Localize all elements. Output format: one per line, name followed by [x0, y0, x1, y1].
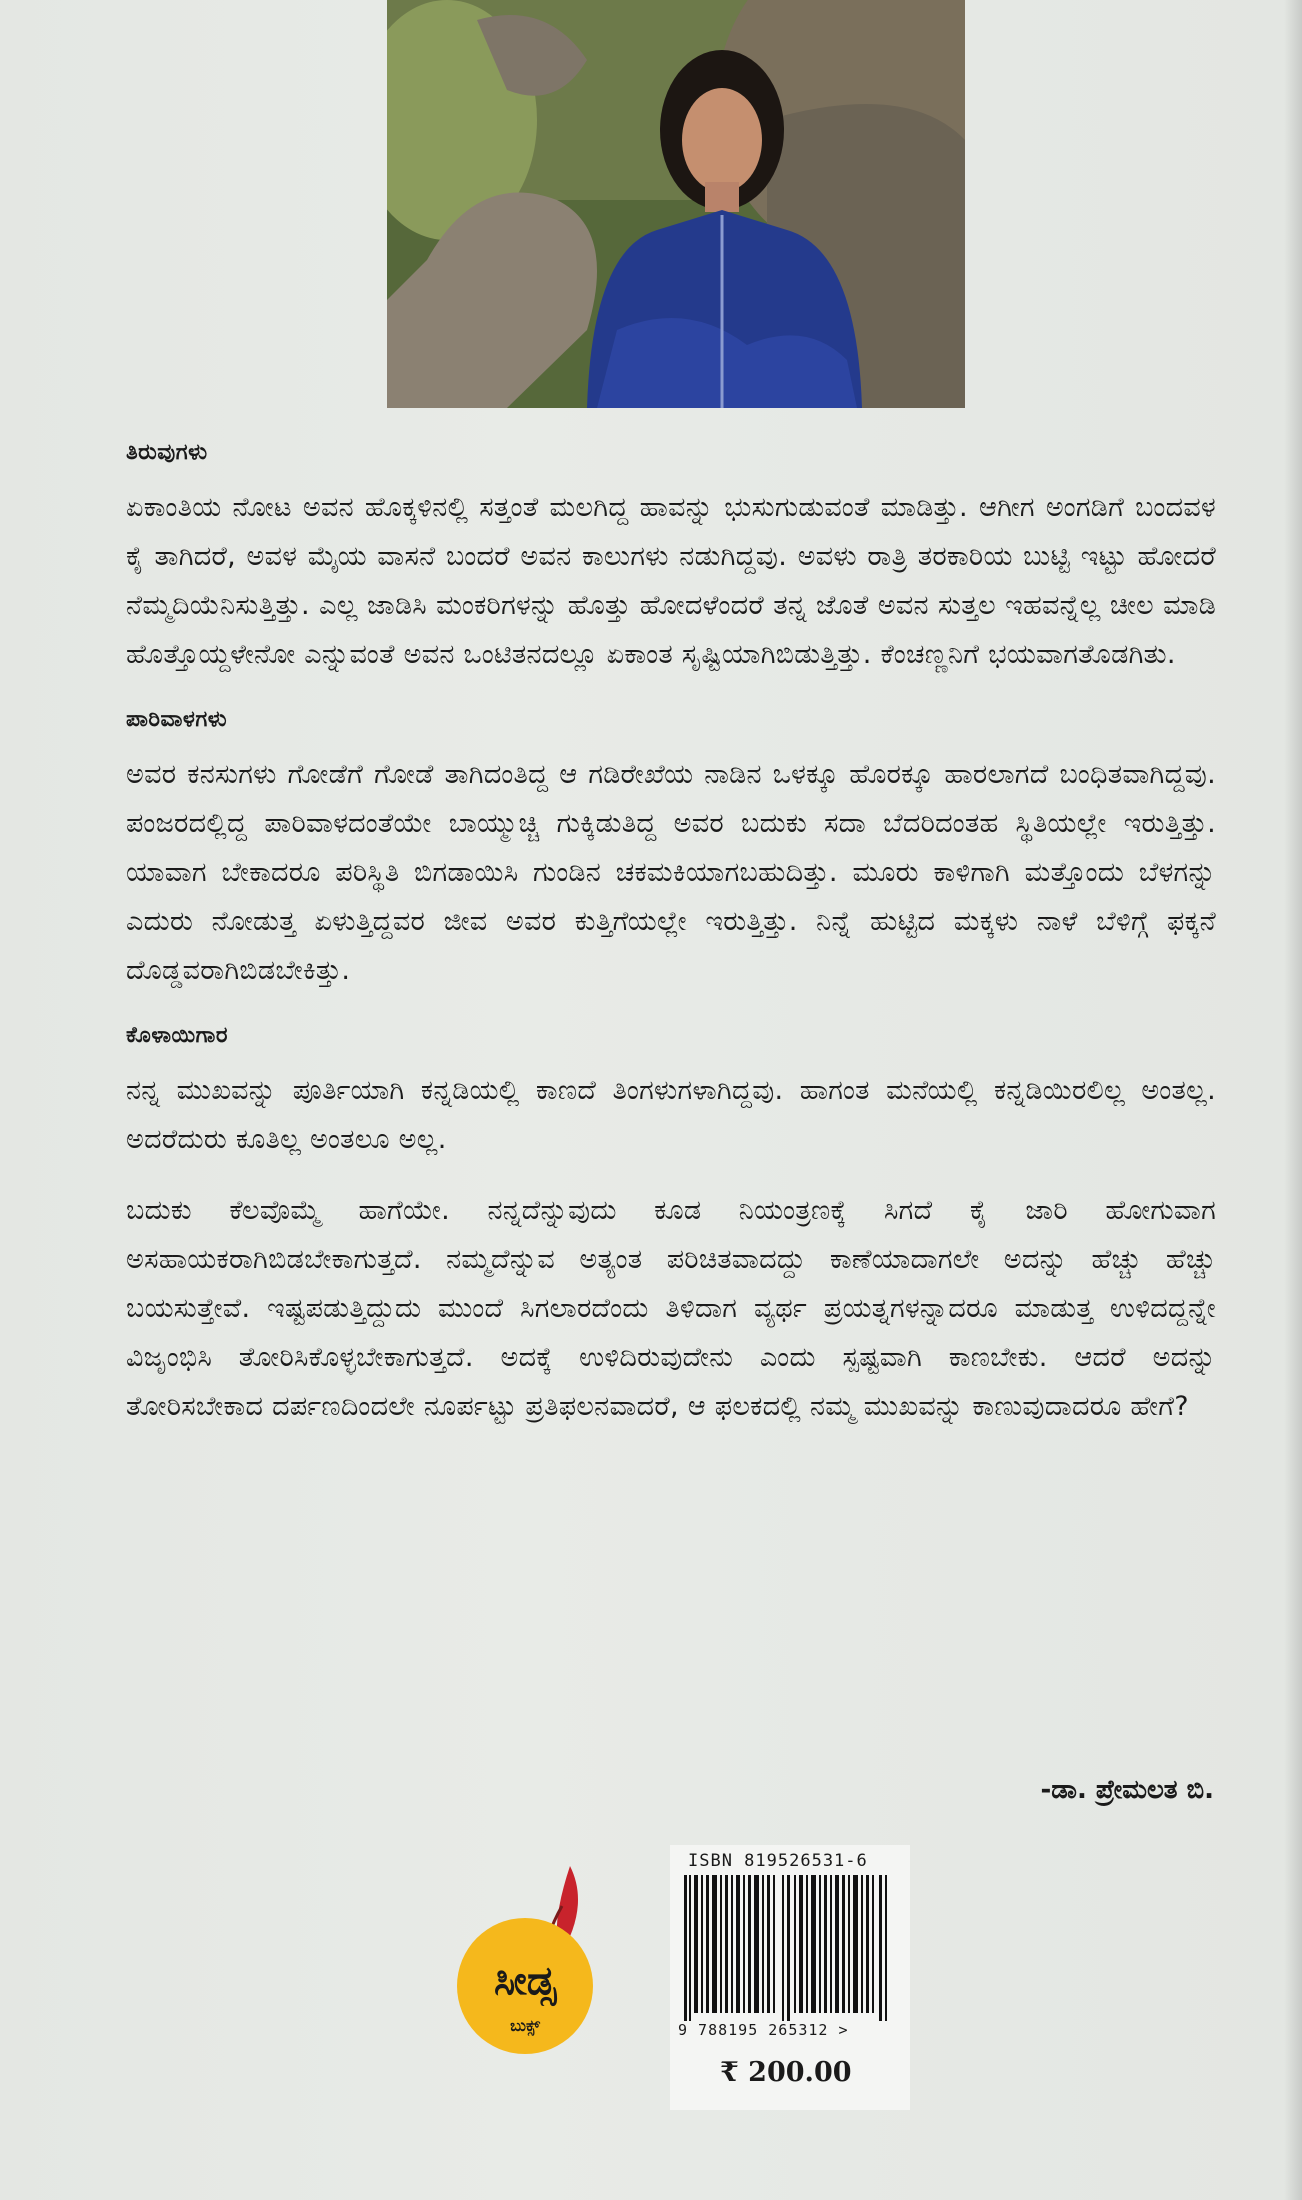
author-name: -ಡಾ. ಪ್ರೇಮಲತ ಬಿ. [1040, 1775, 1214, 1805]
barcode-bars [682, 1875, 898, 2021]
publisher-logo [450, 1866, 610, 2056]
section-paarivaalagalu [126, 707, 1216, 995]
logo-subtext: ಬುಕ್ಸ್ [510, 2016, 540, 2035]
barcode-block [670, 1845, 910, 2110]
section-paragraph: ಏಕಾಂತಿಯ ನೋಟ ಅವನ ಹೊಕ್ಕಳಿನಲ್ಲಿ ಸತ್ತಂತೆ ಮಲಗಿದ್ದ ಹಾವನ್ನು ಭುಸುಗುಡುವಂತೆ ಮಾಡಿತ್ತು. ಆಗೀಗ ಅಂಗಡಿಗೆ ಬಂದವಳ ಕೈ ತಾಗಿದರೆ, ಅವಳ ಮೈಯ ವಾಸನೆ ಬಂದರೆ ಅವನ ಕಾಲುಗಳು ನಡುಗಿದ್ದವು. ಅವಳು ರಾತ್ರಿ ತರಕಾರಿಯ ಬುಟ್ಟಿ ಇಟ್ಟು ಹೋದರೆ ನೆಮ್ಮದಿಯೆನಿಸುತ್ತಿತ್ತು. ಎಲ್ಲ ಜಾಡಿಸಿ ಮಂಕರಿಗಳನ್ನು ಹೊತ್ತು ಹೋದಳೆಂದರೆ ತನ್ನ ಜೊತೆ ಅವನ ಸುತ್ತಲ ಇಹವನ್ನೆಲ್ಲ ಚೀಲ ಮಾಡಿ ಹೊತ್ತೊಯ್ದಳೇನೋ ಎನ್ನುವಂತೆ ಅವನ ಒಂಟಿತನದಲ್ಲೂ ಏಕಾಂತ ಸೃಷ್ಟಿಯಾಗಿಬಿಡುತ್ತಿತ್ತು. ಕೆಂಚಣ್ಣನಿಗೆ ಭಯವಾಗತೊಡಗಿತು. [126, 492, 1216, 670]
section-paragraph: ಬದುಕು ಕೆಲವೊಮ್ಮೆ ಹಾಗೆಯೇ. ನನ್ನದೆನ್ನುವುದು ಕೂಡ ನಿಯಂತ್ರಣಕ್ಕೆ ಸಿಗದೆ ಕೈ ಜಾರಿ ಹೋಗುವಾಗ ಅಸಹಾಯಕರಾಗಿಬಿಡಬೇಕಾಗುತ್ತದೆ. ನಮ್ಮದೆನ್ನುವ ಅತ್ಯಂತ ಪರಿಚಿತವಾದದ್ದು ಕಾಣೆಯಾದಾಗಲೇ ಅದನ್ನು ಹೆಚ್ಚು ಹೆಚ್ಚು ಬಯಸುತ್ತೇವೆ. ಇಷ್ಟಪಡುತ್ತಿದ್ದುದು ಮುಂದೆ ಸಿಗಲಾರದೆಂದು ತಿಳಿದಾಗ ವ್ಯರ್ಥ ಪ್ರಯತ್ನಗಳನ್ನಾದರೂ ಮಾಡುತ್ತ ಉಳಿದದ್ದನ್ನೇ ವಿಜೃಂಭಿಸಿ ತೋರಿಸಿಕೊಳ್ಳಬೇಕಾಗುತ್ತದೆ. ಅದಕ್ಕೆ ಉಳಿದಿರುವುದೇನು ಎಂದು ಸ್ಪಷ್ಟವಾಗಿ ಕಾಣಬೇಕು. ಆದರೆ ಅದನ್ನು ತೋರಿಸಬೇಕಾದ ದರ್ಪಣದಿಂದಲೇ ನೂರ್ಪಟ್ಟು ಪ್ರತಿಫಲನವಾದರೆ, ಆ ಫಲಕದಲ್ಲಿ ನಮ್ಮ ಮುಖವನ್ನು ಕಾಣುವುದಾದರೂ ಹೇಗೆ? [126, 1195, 1216, 1422]
price-label: ₹ 200.00 [720, 2057, 852, 2088]
section-kolaayigaara [126, 1023, 1216, 1431]
isbn-label: ISBN 819526531-6 [688, 1851, 868, 1871]
section-paragraph: ನನ್ನ ಮುಖವನ್ನು ಪೂರ್ತಿಯಾಗಿ ಕನ್ನಡಿಯಲ್ಲಿ ಕಾಣದೆ ತಿಂಗಳುಗಳಾಗಿದ್ದವು. ಹಾಗಂತ ಮನೆಯಲ್ಲಿ ಕನ್ನಡಿಯಿರಲಿಲ್ಲ ಅಂತಲ್ಲ. ಅದರೆದುರು ಕೂತಿಲ್ಲ ಅಂತಲೂ ಅಲ್ಲ. [126, 1075, 1216, 1155]
blurb-content [126, 440, 1216, 1453]
logo-text: ಸೀಡ್ಸ [493, 1958, 557, 2004]
section-heading: ಕೊಳಾಯಿಗಾರ [126, 1023, 228, 1048]
section-heading: ತಿರುವುಗಳು [126, 440, 208, 465]
author-photo [387, 0, 965, 408]
barcode-number: 9 788195 265312 > [678, 2021, 849, 2039]
section-paragraph: ಅವರ ಕನಸುಗಳು ಗೋಡೆಗೆ ಗೋಡೆ ತಾಗಿದಂತಿದ್ದ ಆ ಗಡಿರೇಖೆಯ ನಾಡಿನ ಒಳಕ್ಕೂ ಹೊರಕ್ಕೂ ಹಾರಲಾಗದೆ ಬಂಧಿತವಾಗಿದ್ದವು. ಪಂಜರದಲ್ಲಿದ್ದ ಪಾರಿವಾಳದಂತೆಯೇ ಬಾಯ್ಮುಚ್ಚಿ ಗುಕ್ಕಿಡುತಿದ್ದ ಅವರ ಬದುಕು ಸದಾ ಬೆದರಿದಂತಹ ಸ್ಥಿತಿಯಲ್ಲೇ ಇರುತ್ತಿತ್ತು. ಯಾವಾಗ ಬೇಕಾದರೂ ಪರಿಸ್ಥಿತಿ ಬಿಗಡಾಯಿಸಿ ಗುಂಡಿನ ಚಕಮಕಿಯಾಗಬಹುದಿತ್ತು. ಮೂರು ಕಾಳಿಗಾಗಿ ಮತ್ತೊಂದು ಬೆಳಗನ್ನು ಎದುರು ನೋಡುತ್ತ ಏಳುತ್ತಿದ್ದವರ ಜೀವ ಅವರ ಕುತ್ತಿಗೆಯಲ್ಲೇ ಇರುತ್ತಿತ್ತು. ನಿನ್ನೆ ಹುಟ್ಟಿದ ಮಕ್ಕಳು ನಾಳೆ ಬೆಳಿಗ್ಗೆ ಫಕ್ಕನೆ ದೊಡ್ಡವರಾಗಿಬಿಡಬೇಕಿತ್ತು. [126, 759, 1216, 986]
section-heading: ಪಾರಿವಾಳಗಳು [126, 707, 228, 732]
section-tiruvugalu [126, 440, 1216, 679]
page-edge-shadow [1284, 0, 1302, 2200]
